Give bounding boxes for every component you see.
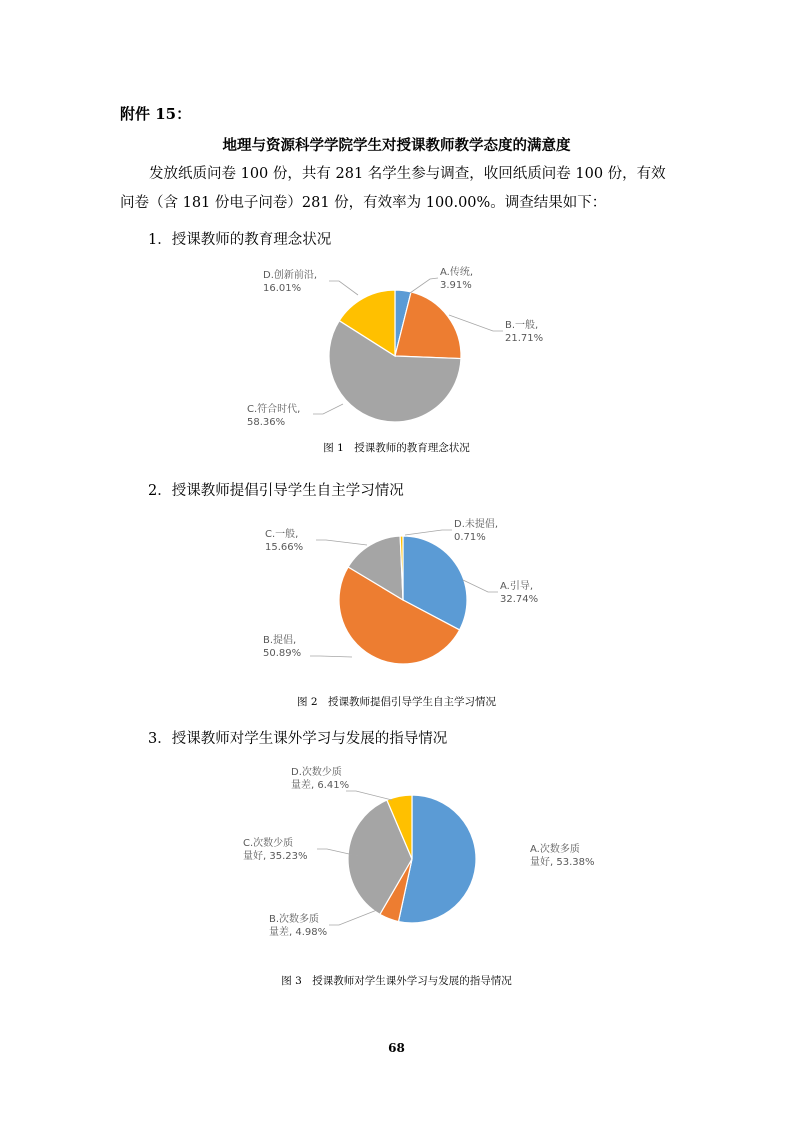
slice-label-2-b: B.提倡, 50.89% <box>263 635 302 659</box>
slice-label-3-b: B.次数多质量差, 4.98% <box>269 914 328 938</box>
leader-line-2-d <box>405 530 452 535</box>
pie-chart-3 <box>0 755 793 955</box>
slice-label-1-a: A.传统, 3.91% <box>440 267 474 291</box>
slice-label-1-b: B.一般, 21.71% <box>505 320 544 344</box>
figure-caption-2: 图 2 授课教师提倡引导学生自主学习情况 <box>296 696 497 708</box>
leader-line-2-a <box>463 580 498 592</box>
slice-label-3-a: A.次数多质量好, 53.38% <box>530 844 595 868</box>
slice-label-3-c: C.次数少质量好, 35.23% <box>243 838 308 862</box>
slice-label-3-d: D.次数少质量差, 6.41% <box>291 767 350 791</box>
leader-line-1-d <box>329 281 358 295</box>
leader-line-1-a <box>410 278 438 293</box>
slice-label-1-c: C.符合时代, 58.36% <box>247 404 301 428</box>
leader-line-2-b <box>310 656 352 657</box>
appendix-label: 附件 15： <box>120 105 192 123</box>
slice-label-1-d: D.创新前沿, 16.01% <box>263 270 318 294</box>
figure-caption-1: 图 1 授课教师的教育理念状况 <box>323 442 470 454</box>
slice-label-2-c: C.一般, 15.66% <box>265 529 304 553</box>
slice-label-2-a: A.引导, 32.74% <box>500 581 539 605</box>
intro-paragraph: 发放纸质问卷 100 份，共有 281 名学生参与调查，收回纸质问卷 100 份，有效问卷（含 181 份电子问卷）281 份，有效率为 100.00%。调查结果如下： <box>120 166 666 211</box>
section-heading-1: 1．授课教师的教育理念状况 <box>148 232 332 248</box>
leader-line-3-b <box>329 910 377 925</box>
pie-chart-2 <box>0 505 793 685</box>
pie-chart-1 <box>0 250 793 440</box>
leader-line-3-d <box>346 791 392 800</box>
figure-caption-3: 图 3 授课教师对学生课外学习与发展的指导情况 <box>281 975 512 987</box>
document-title: 地理与资源科学学院学生对授课教师教学态度的满意度 <box>222 137 571 154</box>
leader-line-1-b <box>449 315 503 331</box>
leader-line-2-c <box>316 540 367 545</box>
page-number: 68 <box>388 1041 405 1055</box>
section-heading-3: 3．授课教师对学生课外学习与发展的指导情况 <box>148 731 448 747</box>
leader-line-1-c <box>313 404 343 414</box>
section-heading-2: 2．授课教师提倡引导学生自主学习情况 <box>148 483 404 499</box>
slice-label-2-d: D.未提倡, 0.71% <box>454 519 499 543</box>
